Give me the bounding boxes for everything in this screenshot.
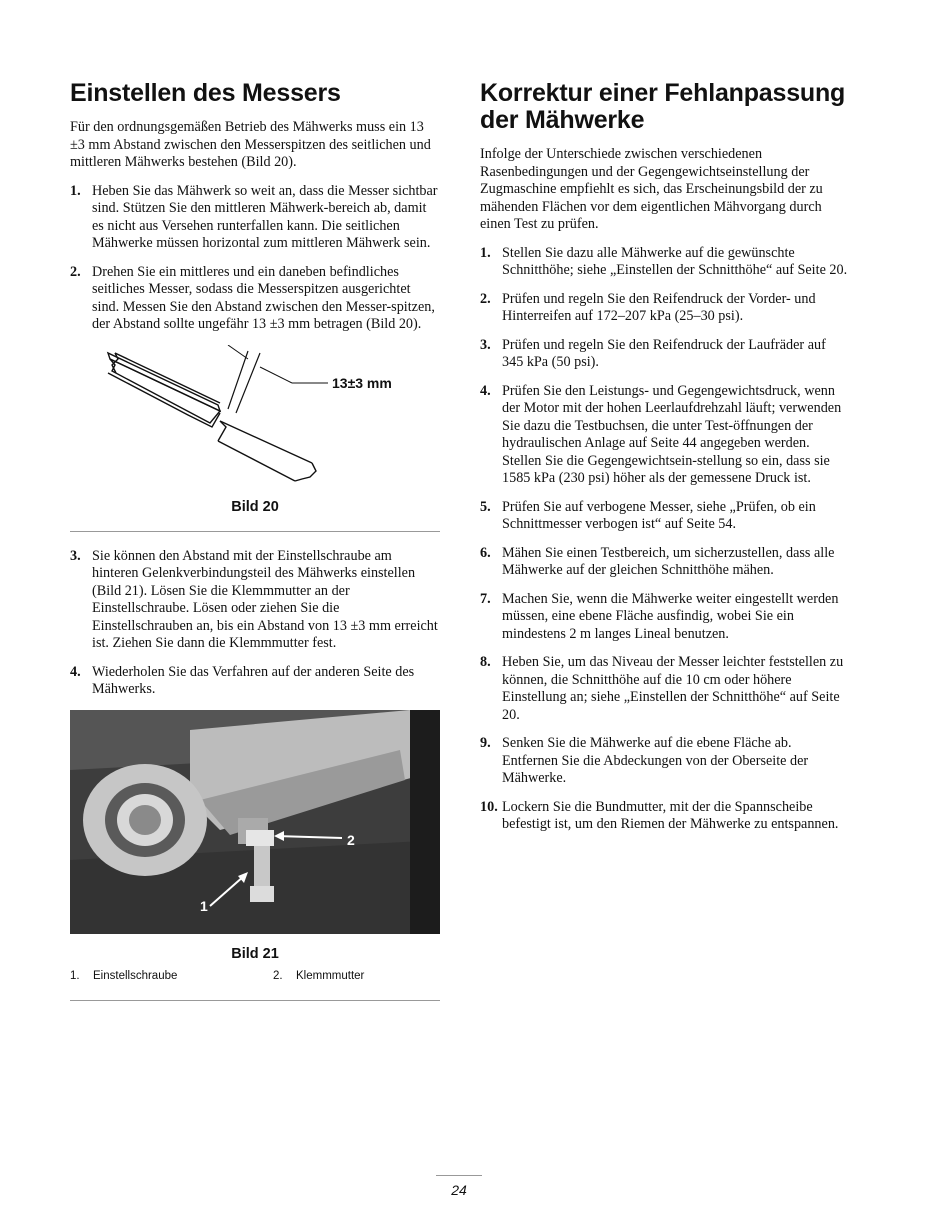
list-item — [480, 799, 850, 834]
upper-blade-shape — [108, 353, 220, 423]
step-text: Heben Sie, um das Niveau der Messer leichter feststellen zu können, die Schnitthöhe auf die 10 cm oder höhere Einstellung an; siehe „Einstellen der Schnitthöhe“ auf Seite 20. — [502, 654, 844, 723]
figure-20 — [70, 345, 440, 495]
list-item — [480, 499, 850, 534]
divider — [70, 531, 440, 532]
step-text: Prüfen und regeln Sie den Reifendruck der Vorder- und Hinterreifen auf 172–207 kPa (25–30 psi). — [502, 290, 816, 324]
list-item — [480, 383, 850, 488]
step-text: Lockern Sie die Bundmutter, mit der die Spannscheibe befestigt ist, um den Riemen der Mähwerke zu entspannen. — [502, 798, 839, 832]
lower-blade-tip — [218, 421, 226, 441]
step-text: Prüfen Sie den Leistungs- und Gegengewichtsdruck, wenn der Motor mit der hohen Leerlaufdrehzahl läuft; verwenden Sie dazu die Testbuchsen, die unter Test-öffnungen der hydraulischen Anlage auf Seite 44 angegeben werden. Stellen Sie die Gegengewichtsein-stellung so ein, dass sie 1585 kPa (230 psi) höher als der gemessene Druck ist. — [502, 382, 842, 486]
list-item — [480, 654, 850, 724]
dimension-arrow-left — [228, 345, 248, 359]
step-number: 5. — [480, 498, 491, 515]
list-item — [70, 548, 440, 653]
legend-num: 1. — [70, 969, 80, 982]
figure-20-caption: Bild 20 — [231, 498, 279, 515]
step-text: Senken Sie die Mähwerke auf die ebene Fläche ab. Entfernen Sie die Abdeckungen von der Oberseite der Mähwerke. — [502, 735, 809, 786]
list-item — [480, 337, 850, 372]
step-text: Mähen Sie einen Testbereich, um sicherzustellen, dass alle Mähwerke auf der gleichen Schnitthöhe mähen. — [502, 544, 835, 578]
callout-2: 2 — [347, 831, 355, 848]
step-number: 4. — [70, 663, 81, 680]
figure-21-legend — [70, 970, 440, 986]
dimension-label: 13±3 mm — [332, 374, 392, 391]
list-item — [480, 545, 850, 580]
dimension-leader — [260, 367, 292, 383]
intro-paragraph: Infolge der Unterschiede zwischen verschiedenen Rasenbedingungen und der Gegengewichtseinstellung der Zugmaschine empfiehlt es sich, das Erscheinungsbild der zu mähenden Flächen vor dem eigentlichen Mähvorgang durch einen Test zu prüfen. — [480, 146, 823, 232]
intro-paragraph: Für den ordnungsgemäßen Betrieb des Mähwerks muss ein 13 ±3 mm Abstand zwischen den Messerspitzen des seitlichen und mittleren Mähwerks bestehen (Bild 20). — [70, 119, 431, 170]
list-item — [480, 735, 850, 788]
step-number: 8. — [480, 654, 491, 670]
step-number: 2. — [480, 290, 491, 307]
divider — [70, 1000, 440, 1001]
lower-blade-bottom — [218, 441, 295, 481]
blade-gap-diagram — [70, 345, 440, 495]
callout-1: 1 — [200, 897, 208, 914]
figure-21-caption: Bild 21 — [231, 945, 279, 962]
dimension-line-right — [236, 353, 260, 413]
right-column — [480, 80, 850, 845]
legend-text: Klemmmutter — [296, 969, 365, 982]
step-text: Heben Sie das Mähwerk so weit an, dass die Messer sichtbar sind. Stützen Sie den mittleren Mähwerk-bereich ab, damit es nicht aus Versehen runterfallen kann. Die seitlichen Mähwerke müssen horizontal zum mittleren Mähwerk sein. — [92, 182, 438, 251]
step-number: 9. — [480, 735, 491, 751]
figure-21-photo — [70, 710, 440, 934]
step-text: Machen Sie, wenn die Mähwerke weiter eingestellt werden müssen, eine ebene Fläche ausfindig, wobei Sie ein mindestens 2 m langes Lineal benutzen. — [502, 590, 839, 642]
step-number: 10. — [480, 798, 498, 815]
list-item — [70, 264, 440, 334]
list-item — [480, 245, 850, 280]
step-number: 3. — [70, 547, 81, 564]
steps-list-right — [480, 245, 850, 834]
list-item — [480, 591, 850, 644]
step-number: 3. — [480, 336, 491, 353]
left-column — [70, 80, 440, 1001]
step-number: 1. — [480, 244, 491, 261]
step-text: Prüfen und regeln Sie den Reifendruck der Laufräder auf 345 kPa (50 psi). — [502, 336, 826, 370]
step-number: 7. — [480, 590, 491, 607]
step-text: Stellen Sie dazu alle Mähwerke auf die gewünschte Schnitthöhe; siehe „Einstellen der Schnitthöhe“ auf Seite 20. — [502, 244, 848, 278]
list-item — [70, 664, 440, 699]
legend-num: 2. — [273, 969, 283, 982]
adjustment-bolt-photo — [70, 710, 440, 934]
step-number: 2. — [70, 263, 81, 280]
page-number: 24 — [436, 1175, 482, 1198]
step-text: Prüfen Sie auf verbogene Messer, siehe „Prüfen, ob ein Schnittmesser verbogen ist“ auf Seite 54. — [502, 498, 816, 532]
steps-list-b — [70, 548, 440, 699]
list-item — [480, 291, 850, 326]
list-item — [70, 183, 440, 253]
dimension-line-left — [228, 351, 248, 409]
steps-list-a — [70, 183, 440, 334]
step-number: 1. — [70, 182, 81, 199]
lower-blade-top — [220, 421, 312, 463]
step-text: Sie können den Abstand mit der Einstellschraube am hinteren Gelenkverbindungsteil des Mähwerks einstellen (Bild 21). Lösen Sie die Klemmmutter an der Einstellschraube. Lösen oder ziehen Sie die Einstellschrauben an, bis ein Abstand von 13 ±3 mm erreicht ist. Ziehen Sie dann die Klemmmutter fest. — [92, 547, 438, 651]
step-number: 4. — [480, 382, 491, 399]
lower-blade-break — [295, 463, 316, 481]
step-text: Wiederholen Sie das Verfahren auf der anderen Seite des Mähwerks. — [92, 663, 415, 697]
section-heading-mismatch: Korrektur einer Fehlanpassung der Mähwerke — [480, 79, 846, 134]
step-number: 6. — [480, 544, 491, 561]
section-heading-blade-adjust: Einstellen des Messers — [70, 79, 341, 107]
legend-text: Einstellschraube — [93, 969, 178, 982]
step-text: Drehen Sie ein mittleres und ein daneben befindliches seitliches Messer, sodass die Messerspitzen ausgerichtet sind. Messen Sie den Abstand zwischen den Messer-spitzen, der Abstand sollte ungefähr 13 ±3 mm betragen (Bild 20). — [92, 263, 435, 332]
